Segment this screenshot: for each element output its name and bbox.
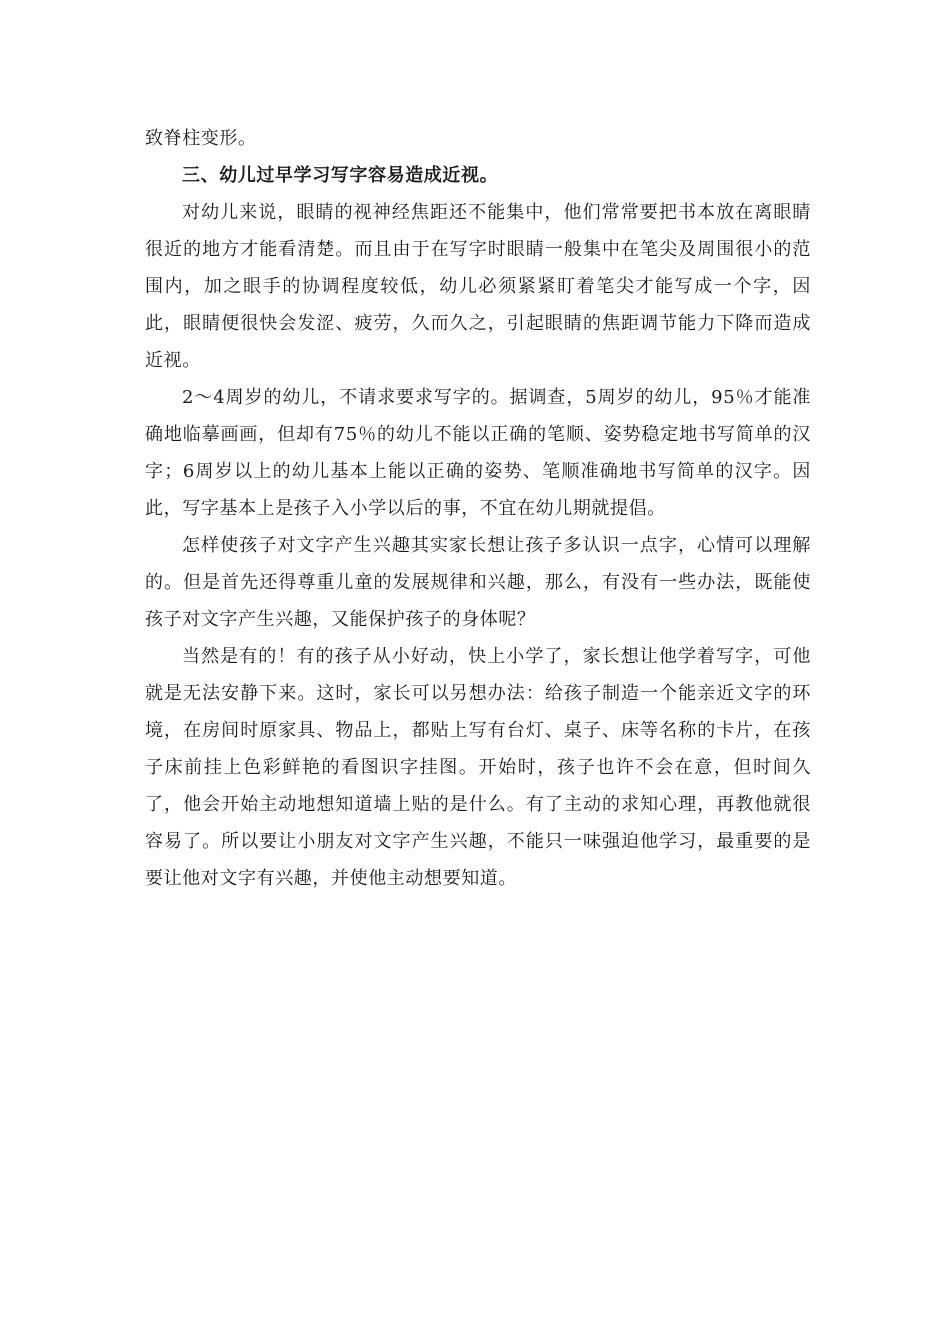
paragraph-continuation: 致脊柱变形。: [145, 128, 257, 149]
paragraph: 当然是有的！有的孩子从小好动，快上小学了，家长想让他学着写字，可他就是无法安静下来。这时，家长可以另想办法：给孩子制造一个能亲近文字的环境，在房间时原家具、物品上，都贴上写有台灯、桌子、床等名称的卡片，在孩子床前挂上色彩鲜艳的看图识字挂图。开始时，孩子也许不会在意，但时间久了，他会开始主动地想知道墙上贴的是什么。有了主动的求知心理，再教他就很容易了。所以要让小朋友对文字产生兴趣，不能只一味强迫他学习，最重要的是要让他对文字有兴趣，并使他主动想要知道。: [145, 646, 811, 889]
section-heading: 三、幼儿过早学习写字容易造成近视。: [182, 165, 499, 186]
paragraph: 怎样使孩子对文字产生兴趣其实家长想让孩子多认识一点字，心情可以理解的。但是首先还得尊重儿童的发展规律和兴趣，那么，有没有一些办法，既能使孩子对文字产生兴趣，又能保护孩子的身体呢？: [145, 535, 811, 630]
paragraph: 2～4周岁的幼儿，不请求要求写字的。据调查，5周岁的幼儿，95％才能准确地临摹画画，但却有75％的幼儿不能以正确的笔顺、姿势稳定地书写简单的汉字；6周岁以上的幼儿基本上能以正确的姿势、笔顺准确地书写简单的汉字。因此，写字基本上是孩子入小学以后的事，不宜在幼儿期就提倡。: [145, 387, 811, 519]
document-body: [145, 120, 811, 897]
paragraph: 对幼儿来说，眼睛的视神经焦距还不能集中，他们常常要把书本放在离眼睛很近的地方才能看清楚。而且由于在写字时眼睛一般集中在笔尖及周围很小的范围内，加之眼手的协调程度较低，幼儿必须紧紧盯着笔尖才能写成一个字，因此，眼睛便很快会发涩、疲劳，久而久之，引起眼睛的焦距调节能力下降而造成近视。: [145, 202, 811, 371]
